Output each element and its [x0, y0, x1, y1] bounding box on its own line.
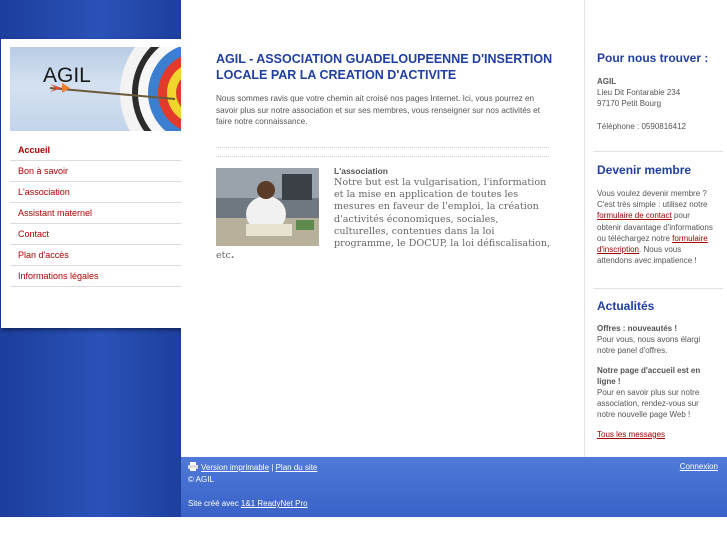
contact-info-block [597, 76, 715, 132]
content-divider [216, 147, 549, 148]
content-divider [216, 156, 549, 157]
association-paragraph [216, 177, 551, 262]
header-banner-image [10, 47, 182, 131]
membership-paragraph [597, 188, 715, 266]
news-heading: Actualités [597, 299, 655, 313]
bottom-white-strip [0, 517, 727, 545]
news-item-text: Pour en savoir plus sur notre association, rendez-vous sur notre nouvelle page Web ! [597, 388, 700, 420]
contact-form-link[interactable]: formulaire de contact [597, 211, 672, 221]
news-item-title: Offres : nouveautés ! [597, 324, 678, 333]
nav-item-informations-legales[interactable]: Informations légales [10, 266, 182, 287]
sitemap-link[interactable]: Plan du site [275, 463, 318, 472]
intro-paragraph: Nous sommes ravis que votre chemin ait croisé nos pages Internet. Ici, vous pourrez en savoir plus sur notre association et sur ses membres, vous renseigner sur nos activités et faire notre connaissance. [216, 94, 541, 126]
footer-links [188, 462, 317, 472]
nav-item-plan-acces[interactable]: Plan d'accès [10, 245, 182, 266]
login-link[interactable]: Connexion [679, 462, 718, 471]
association-text-end: . [230, 250, 235, 262]
sidebar-divider [593, 288, 723, 289]
membership-text: . Nous vous attendons avec impatience ! [597, 245, 697, 266]
membership-text: Vous voulez devenir membre ? C'est très simple : utilisez notre [597, 189, 708, 210]
sidebar-divider [593, 151, 723, 152]
nav-item-accueil[interactable]: Accueil [10, 140, 182, 161]
printable-version-link[interactable]: Version imprimable [201, 463, 270, 472]
login-area [680, 462, 718, 471]
nav-item-bon-a-savoir[interactable]: Bon à savoir [10, 161, 182, 182]
address-line-1: Lieu Dit Fontarabie 234 [597, 88, 681, 98]
all-news-link[interactable]: Tous les messages [597, 429, 666, 439]
nav-item-association[interactable]: L'association [10, 182, 182, 203]
phone-number: Téléphone : 0590816412 [597, 121, 686, 131]
page-title: AGIL - ASSOCIATION GUADELOUPEENNE D'INSERTION LOCALE PAR LA CREATION D'ACTIVITE [216, 52, 553, 82]
right-sidebar [585, 0, 727, 457]
membership-text: pour obtenir davantage d'informations ou téléchargez notre [597, 211, 713, 243]
site-credit [188, 499, 308, 508]
registration-form-link[interactable]: formulaire d'inscription [597, 233, 708, 255]
main-nav-menu [10, 140, 182, 287]
find-us-heading: Pour nous trouver : [597, 51, 709, 65]
nav-item-contact[interactable]: Contact [10, 224, 182, 245]
credit-text: Site créé avec [188, 499, 241, 508]
copyright-text: © AGIL [188, 475, 214, 484]
main-content-column [181, 0, 585, 457]
printer-icon [188, 462, 198, 471]
news-item-title: Notre page d'accueil est en ligne ! [597, 365, 701, 386]
nav-item-assistant-maternel[interactable]: Assistant maternel [10, 203, 182, 224]
become-member-heading: Devenir membre [597, 163, 692, 177]
page-footer [181, 457, 727, 517]
navigation-panel [1, 39, 188, 328]
archery-target-graphic [10, 47, 182, 131]
address-line-2: 97170 Petit Bourg [597, 99, 662, 109]
site-logo-text: AGIL [43, 64, 91, 87]
news-item-text: Pour vous, nous avons élargi notre panel d'offres. [597, 335, 701, 356]
builder-link[interactable]: 1&1 ReadyNet Pro [240, 499, 308, 508]
org-name: AGIL [597, 77, 617, 86]
association-heading: L'association [334, 166, 388, 176]
footer-divider: | [271, 463, 274, 472]
association-text: Notre but est la vulgarisation, l'information et la mise en application de toutes les mesures en faveur de l'emploi, la création d'activités économiques, sociales, culturelles, contenues dans la loi programme, le DOCUP, la loi défiscalisation, etc [216, 177, 551, 262]
news-list [597, 323, 715, 440]
